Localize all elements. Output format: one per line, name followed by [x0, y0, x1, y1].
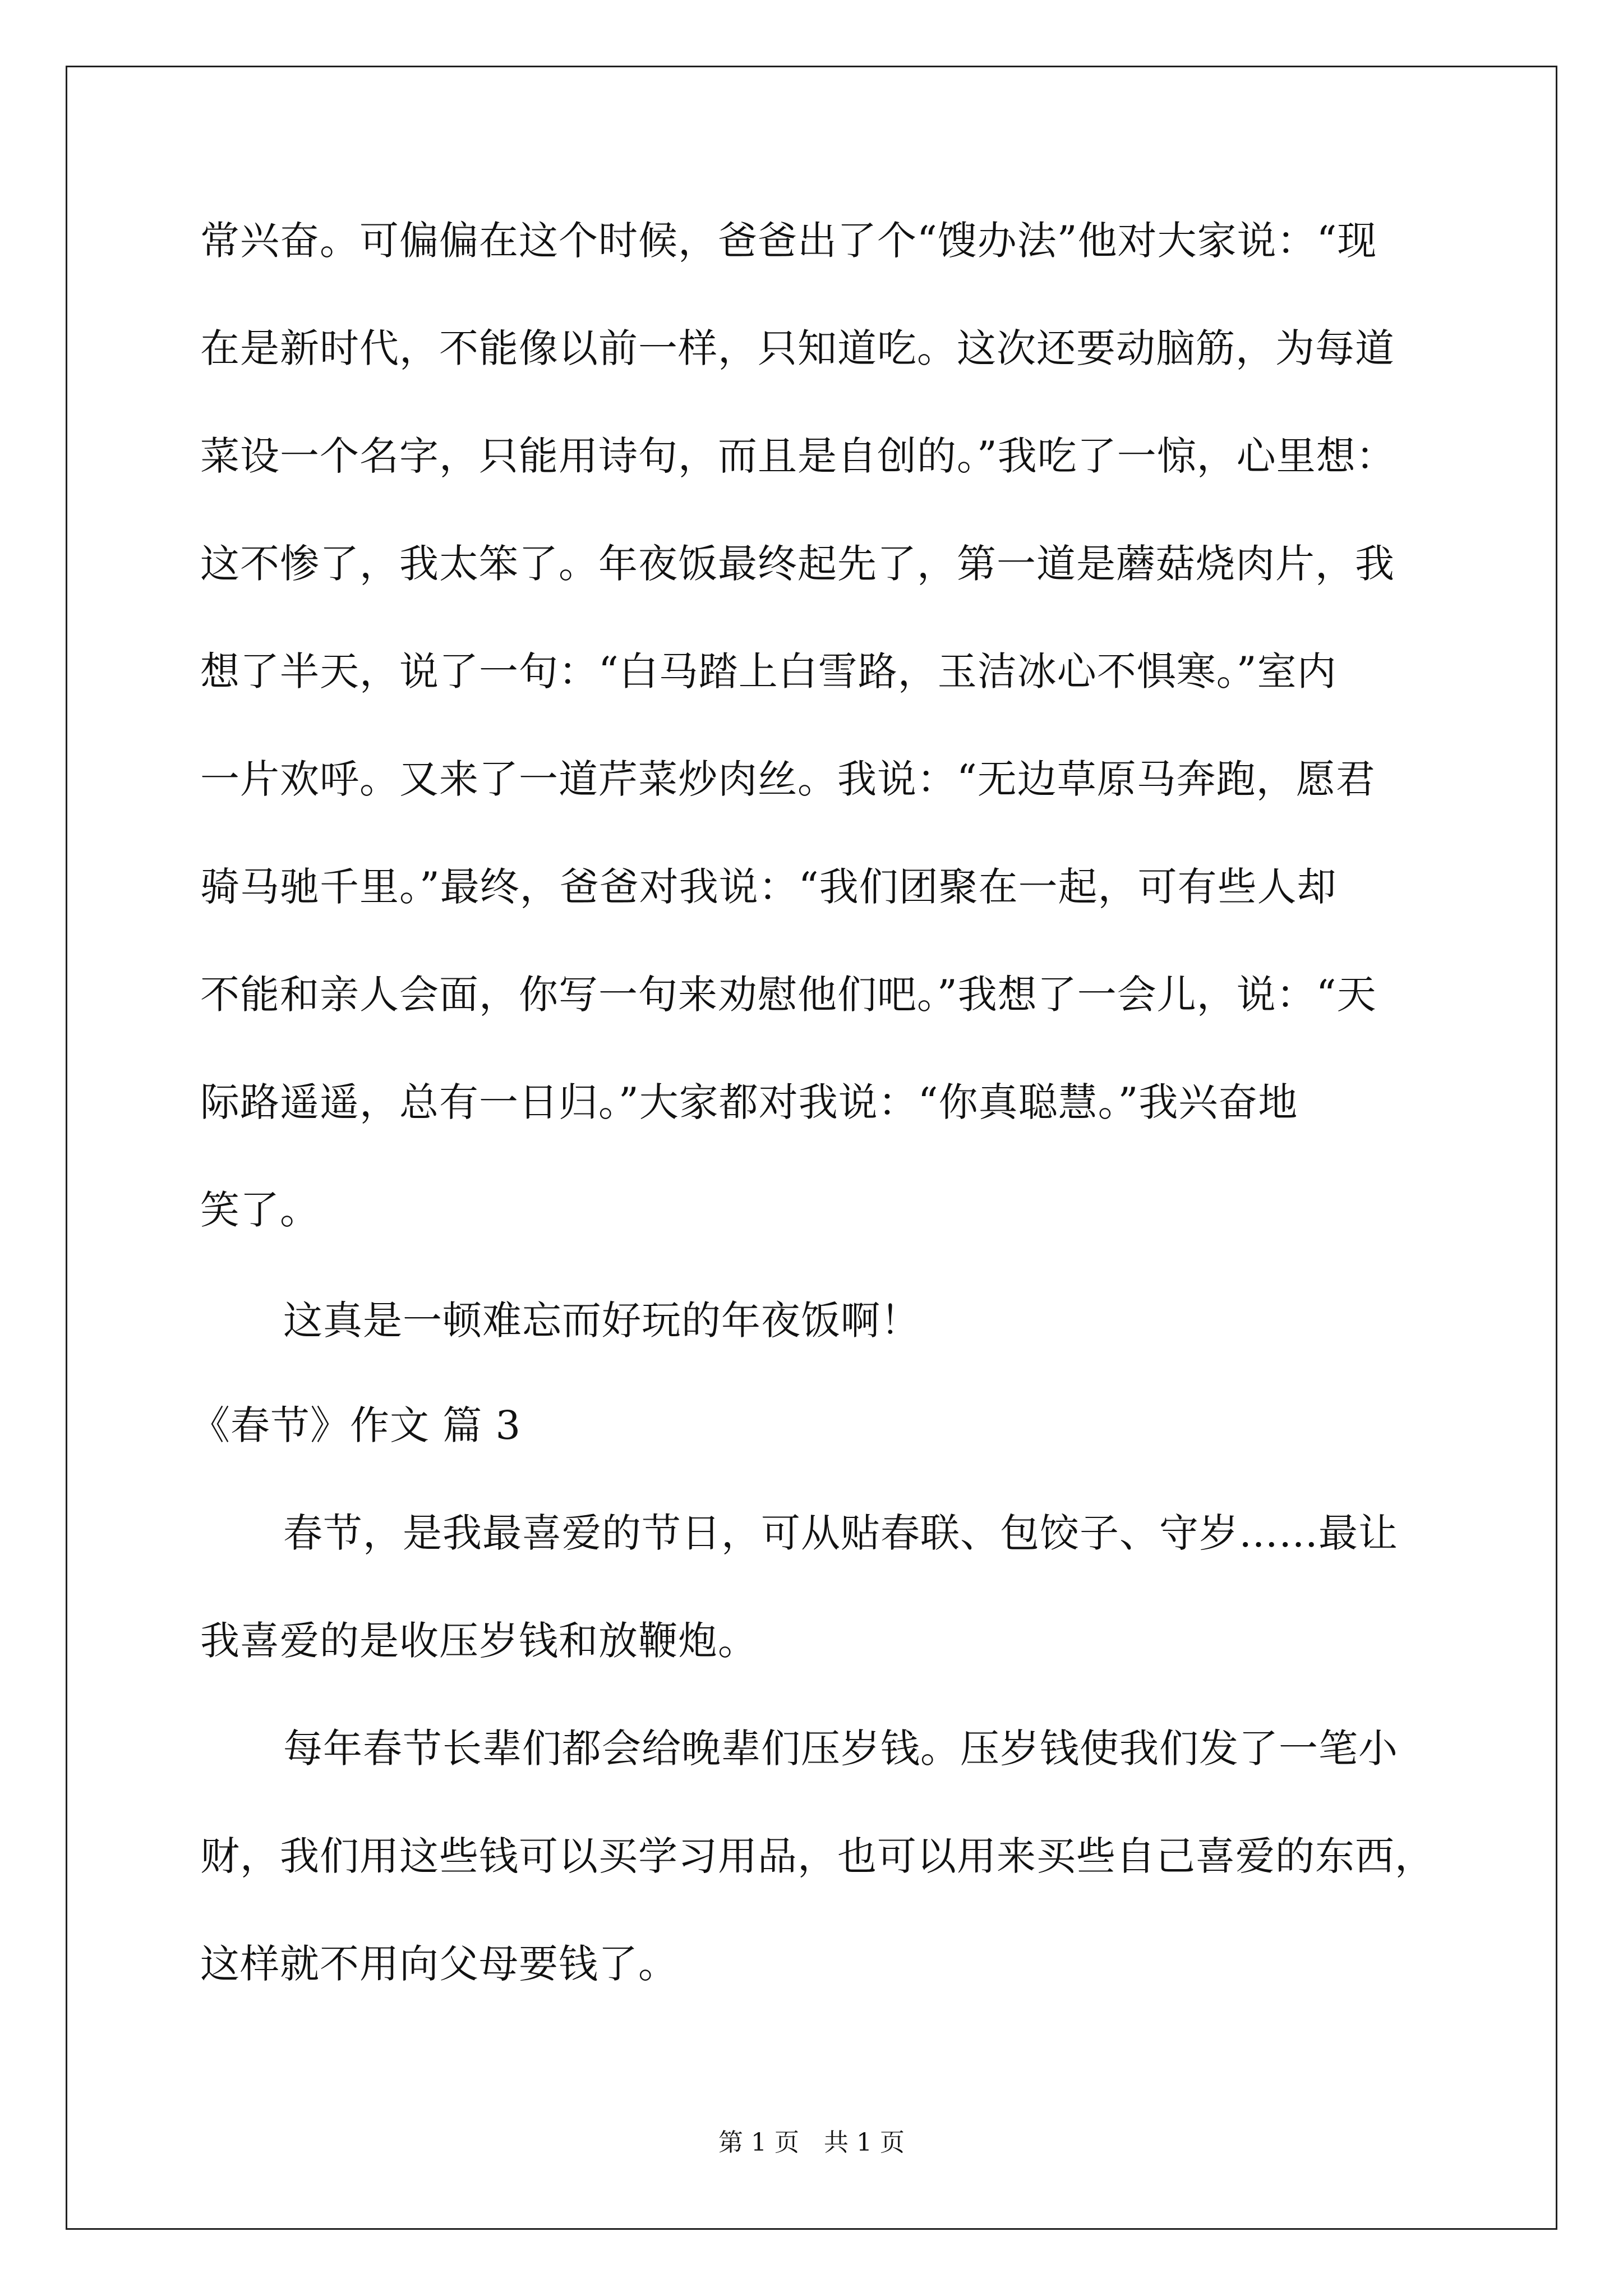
paragraph-line: 财，我们用这些钱可以买学习用品，也可以用来买些自己喜爱的东西，: [200, 1833, 1435, 1879]
paragraph-line: 每年春节长辈们都会给晚辈们压岁钱。压岁钱使我们发了一笔小: [283, 1726, 1398, 1772]
paragraph-line: 菜设一个名字，只能用诗句，而且是自创的。”我吃了一惊，心里想：: [200, 433, 1396, 479]
paragraph-line: 在是新时代，不能像以前一样，只知道吃。这次还要动脑筋，为每道: [200, 325, 1395, 371]
paragraph-line: 际路遥遥，总有一日归。”大家都对我说：“你真聪慧。”我兴奋地: [200, 1079, 1298, 1125]
paragraph-line: 这样就不用向父母要钱了。: [200, 1941, 678, 1987]
paragraph-line: 这真是一顿难忘而好玩的年夜饭啊！: [283, 1297, 920, 1343]
paragraph-line: 骑马驰千里。”最终，爸爸对我说：“我们团聚在一起，可有些人却: [200, 864, 1337, 910]
paragraph-line: 常兴奋。可偏偏在这个时候，爸爸出了个“馊办法”他对大家说：“现: [200, 218, 1377, 264]
paragraph-line: 不能和亲人会面，你写一句来劝慰他们吧。”我想了一会儿，说：“天: [200, 972, 1377, 1018]
paragraph-line: 想了半天，说了一句：“白马踏上白雪路，玉洁冰心不惧寒。”室内: [200, 648, 1337, 694]
page-number-footer: 第 1 页 共 1 页: [718, 2128, 905, 2157]
paragraph-line: 一片欢呼。又来了一道芹菜炒肉丝。我说：“无边草原马奔跑，愿君: [200, 756, 1376, 802]
paragraph-line: 春节，是我最喜爱的节日，可从贴春联、包饺子、守岁……最让: [283, 1510, 1398, 1556]
paragraph-line: 我喜爱的是收压岁钱和放鞭炮。: [200, 1618, 758, 1664]
page-border: [66, 66, 1557, 2230]
section-heading: 《春节》作文 篇 3: [191, 1402, 522, 1448]
paragraph-line: 这不惨了，我太笨了。年夜饭最终起先了，第一道是蘑菇烧肉片，我: [200, 541, 1395, 587]
paragraph-line: 笑了。: [200, 1187, 320, 1233]
